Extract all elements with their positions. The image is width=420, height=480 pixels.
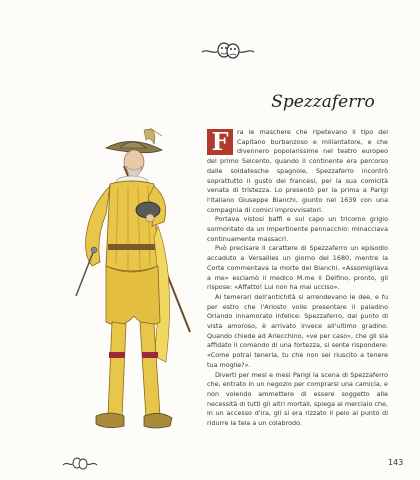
masks-footer-ornament-icon bbox=[62, 455, 98, 471]
page-title: Spezzaferro bbox=[271, 92, 375, 112]
spezzaferro-illustration bbox=[66, 126, 196, 452]
page-number: 143 bbox=[388, 458, 404, 467]
paragraph-1: F ra le maschere che ripetevano il tipo del Capitano burbanzoso e millantatore, e che divennero popolarissime nel teatro europeo del primo Seicento, quando il continente era percorso dalle soldatesche spagnole, Spezzaferro incontrò soprattutto il gusto dei francesi, per la sua comicità venata di tristezza. Lo presentò per la prima a Parigi l'italiano Giuseppe Bianchi, giunto nel 1639 con una compagnia di comici improvvisatori. bbox=[207, 127, 388, 214]
dropcap: F bbox=[207, 129, 233, 155]
paragraph-2: Portava vistosi baffi e sul capo un tricorno grigio sormontato da un impertinente pennacchio: minacciava continuamente massacri. bbox=[207, 215, 388, 243]
paragraph-5: Diverti per mesi e mesi Parigi la scena di Spezzaferro che, entrato in un negozio per comprarsi una camicia, e non volendo ammettere di essere soggetto alle necessità di tutti gli altri mortali, spiega al merciaio che, in un accesso d'ira, gli si era rizzato il pelo al punto di ridurre la tela a un colabrodo. bbox=[207, 370, 388, 428]
paragraph-4: Ai temerari dell'antichità si arrendevano le dee, e fu per estro che l'Ariosto volle presentare il paladino Orlando innamorato infelice: Spezzaferro, dal punto di vista amoroso, è arrivato invece all'ultimo gradino. Quando chiede ad Arlecchino, «ve per caso», che gli sia affidato il comando di una fortezza, si sente rispondere: «Come potrai tenerla, tu che non sei riuscito a tenere tua moglie?». bbox=[207, 292, 388, 369]
masks-ornament-icon bbox=[200, 38, 256, 62]
paragraph-3: Può precisare il carattere di Spezzaferro un episodio accaduto a Versailles un giorno del 1680, mentre la Corte commentava la morte del Bianchi. «Assomigliava a me» esclamò il medico M.me il Delfino, pronto, gli rispose: «Affatto! Lui non ha mai ucciso». bbox=[207, 244, 388, 292]
article-body bbox=[207, 128, 388, 429]
